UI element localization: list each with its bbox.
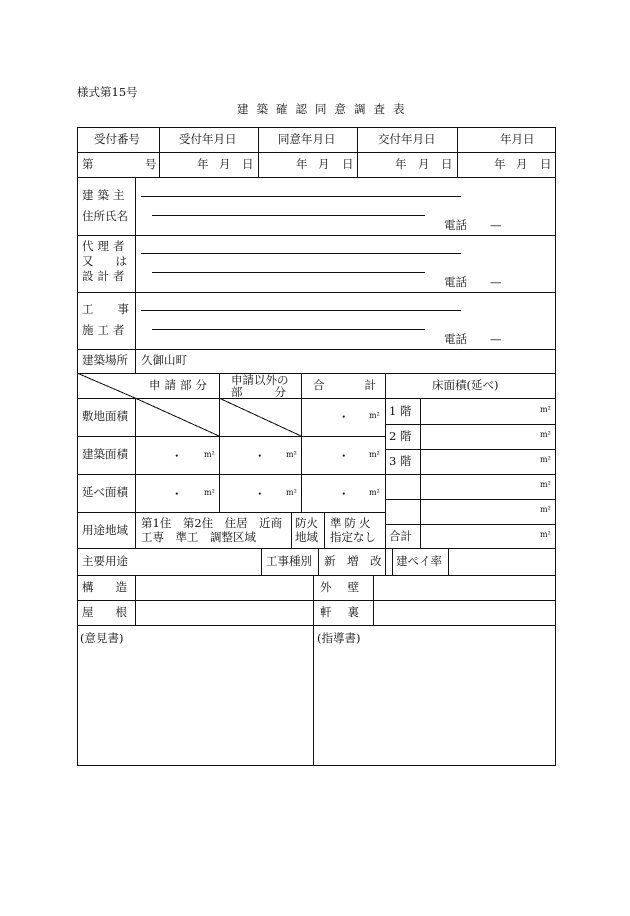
agent-phone-label: 電話 bbox=[444, 275, 467, 289]
contractor-label: 施工者 bbox=[82, 323, 129, 337]
col-applied: 申請部分 bbox=[149, 378, 211, 392]
unit: m² bbox=[369, 488, 380, 497]
usage-label: 主要用途 bbox=[82, 554, 128, 568]
contractor-phone-label: 電話 bbox=[444, 332, 467, 346]
work-type-label: 工事種別 bbox=[266, 554, 312, 568]
dot: ・ bbox=[254, 449, 266, 463]
agent-label: 代理者 bbox=[82, 239, 129, 253]
unit: m² bbox=[204, 488, 215, 497]
unit: m² bbox=[540, 505, 551, 514]
form-number: 様式第15号 bbox=[77, 85, 138, 99]
col-other-2: 部分 bbox=[231, 385, 318, 399]
fire-zone-2: 地域 bbox=[295, 530, 318, 544]
date-month: 月 bbox=[219, 157, 231, 171]
agent-or-text: 又は bbox=[82, 254, 149, 268]
owner-phone-label: 電話 bbox=[444, 218, 467, 232]
owner-label: 建築主 bbox=[82, 188, 129, 202]
date-label: 年月日 bbox=[500, 132, 535, 146]
date-year: 年 bbox=[197, 157, 209, 171]
roof-label: 屋根 bbox=[82, 605, 149, 619]
owner-phone-dash: — bbox=[490, 218, 502, 232]
agent-or-label bbox=[82, 254, 149, 268]
zoning-line-1: 第1住 第2住 住居 近商 bbox=[141, 516, 283, 530]
row-floor-area: 延べ面積 bbox=[82, 485, 128, 499]
zoning-label: 用途地域 bbox=[82, 523, 128, 537]
unit: m² bbox=[540, 480, 551, 489]
page-title: 建築確認同意調査表 bbox=[237, 102, 413, 116]
dot: ・ bbox=[254, 487, 266, 501]
date-day: 日 bbox=[242, 157, 254, 171]
dot: ・ bbox=[338, 410, 350, 424]
eaves-label: 軒裏 bbox=[320, 605, 375, 619]
unit: m² bbox=[286, 488, 297, 497]
date-day: 日 bbox=[441, 157, 453, 171]
guidance-label: (指導書) bbox=[317, 631, 361, 645]
floor-total-label: 合計 bbox=[389, 529, 412, 543]
number-suffix: 号 bbox=[145, 157, 157, 171]
site-label: 建築場所 bbox=[82, 353, 128, 367]
semi-fire-2: 指定なし bbox=[330, 530, 376, 544]
unit: m² bbox=[369, 450, 380, 459]
agent-phone-dash: — bbox=[490, 275, 502, 289]
unit: m² bbox=[369, 411, 380, 420]
consent-date-label: 同意年月日 bbox=[278, 132, 336, 146]
fire-zone-1: 防火 bbox=[295, 516, 318, 530]
contractor-phone-dash: — bbox=[490, 332, 502, 346]
number-prefix: 第 bbox=[82, 157, 94, 171]
unit: m² bbox=[540, 455, 551, 464]
issue-date-label: 交付年月日 bbox=[378, 132, 436, 146]
semi-fire-1: 準防火 bbox=[330, 516, 374, 530]
receipt-date-label: 受付年月日 bbox=[179, 132, 237, 146]
dot: ・ bbox=[171, 487, 183, 501]
designer-label: 設計者 bbox=[82, 269, 129, 283]
row-building-area: 建築面積 bbox=[82, 447, 128, 461]
date-day: 日 bbox=[342, 157, 354, 171]
coverage-ratio-label: 建ぺイ率 bbox=[396, 554, 442, 568]
unit: m² bbox=[540, 405, 551, 414]
date-year: 年 bbox=[494, 157, 506, 171]
floor-1-label: 1 階 bbox=[389, 404, 412, 418]
zoning-line-2: 工専 準工 調整区域 bbox=[141, 530, 256, 544]
work-type-options: 新 増 改 bbox=[324, 554, 382, 568]
unit: m² bbox=[540, 530, 551, 539]
date-year: 年 bbox=[395, 157, 407, 171]
unit: m² bbox=[286, 450, 297, 459]
owner-address-label: 住所氏名 bbox=[82, 209, 128, 223]
site-value: 久御山町 bbox=[141, 353, 187, 367]
date-day: 日 bbox=[540, 157, 552, 171]
receipt-number-label: 受付番号 bbox=[94, 132, 140, 146]
date-month: 月 bbox=[516, 157, 528, 171]
unit: m² bbox=[540, 430, 551, 439]
date-month: 月 bbox=[318, 157, 330, 171]
dot: ・ bbox=[171, 449, 183, 463]
col-floor: 床面積(延べ) bbox=[432, 378, 499, 392]
structure-label: 構造 bbox=[82, 580, 149, 594]
opinion-label: (意見書) bbox=[80, 631, 124, 645]
outer-wall-label: 外壁 bbox=[320, 580, 375, 594]
row-site-area: 敷地面積 bbox=[82, 409, 128, 423]
dot: ・ bbox=[338, 487, 350, 501]
date-year: 年 bbox=[296, 157, 308, 171]
floor-2-label: 2 階 bbox=[389, 429, 412, 443]
floor-3-label: 3 階 bbox=[389, 454, 412, 468]
col-total: 合計 bbox=[313, 378, 416, 392]
dot: ・ bbox=[338, 449, 350, 463]
col-other-1: 申請以外の bbox=[231, 373, 289, 387]
unit: m² bbox=[204, 450, 215, 459]
date-month: 月 bbox=[418, 157, 430, 171]
construction-label: 工事 bbox=[82, 302, 153, 316]
